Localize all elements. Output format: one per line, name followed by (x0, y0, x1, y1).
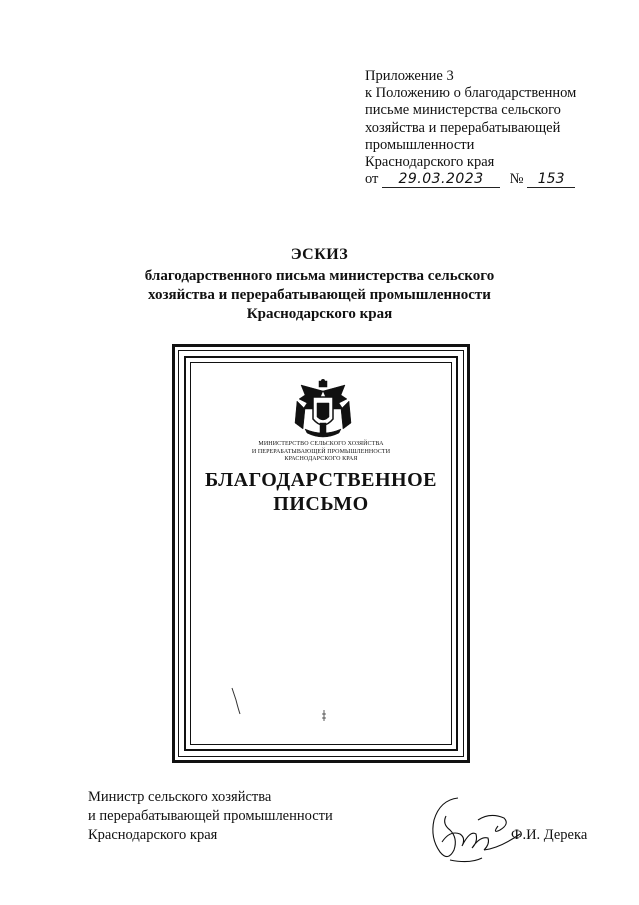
ministry-line: И ПЕРЕРАБАТЫВАЮЩЕЙ ПРОМЫШЛЕННОСТИ (251, 448, 391, 455)
coat-of-arms-icon (293, 379, 353, 441)
minister-line: Министр сельского хозяйства (88, 789, 272, 805)
heading-line: хозяйства и перерабатывающей промышленности (148, 287, 491, 303)
number-value: 153 (527, 172, 575, 188)
appendix-line: письме министерства сельского (365, 102, 561, 119)
appendix-header (365, 68, 625, 188)
minister-line: и перерабатывающей промышленности (88, 808, 333, 824)
pen-mark-icon (321, 709, 327, 723)
appendix-line: Краснодарского края (365, 154, 495, 171)
letter-title (172, 468, 470, 516)
appendix-line: хозяйства и перерабатывающей (365, 119, 561, 136)
sketch-heading (0, 245, 639, 324)
letter-title-line: ПИСЬМО (273, 493, 369, 515)
letter-title-line: БЛАГОДАРСТВЕННОЕ (205, 469, 437, 491)
heading-line: Краснодарского края (246, 306, 393, 322)
ministry-line: КРАСНОДАРСКОГО КРАЯ (284, 456, 358, 462)
date-number-line (365, 171, 625, 188)
date-value: 29.03.2023 (382, 172, 500, 188)
pen-mark-icon (228, 686, 244, 716)
heading-line: благодарственного письма министерства сельского (144, 268, 495, 284)
minister-line: Краснодарского края (88, 827, 218, 843)
number-prefix: № (509, 171, 524, 188)
ministry-name (172, 441, 470, 464)
appendix-line: Приложение 3 (365, 68, 454, 84)
appendix-line: промышленности (365, 136, 475, 153)
ministry-line: МИНИСТЕРСТВО СЕЛЬСКОГО ХОЗЯЙСТВА (258, 441, 384, 447)
minister-title (88, 788, 333, 845)
signer-name: Ф.И. Дерека (511, 827, 588, 843)
date-prefix: от (365, 171, 379, 188)
appendix-line: к Положению о благодарственном (365, 85, 577, 102)
heading-title: ЭСКИЗ (290, 246, 349, 263)
